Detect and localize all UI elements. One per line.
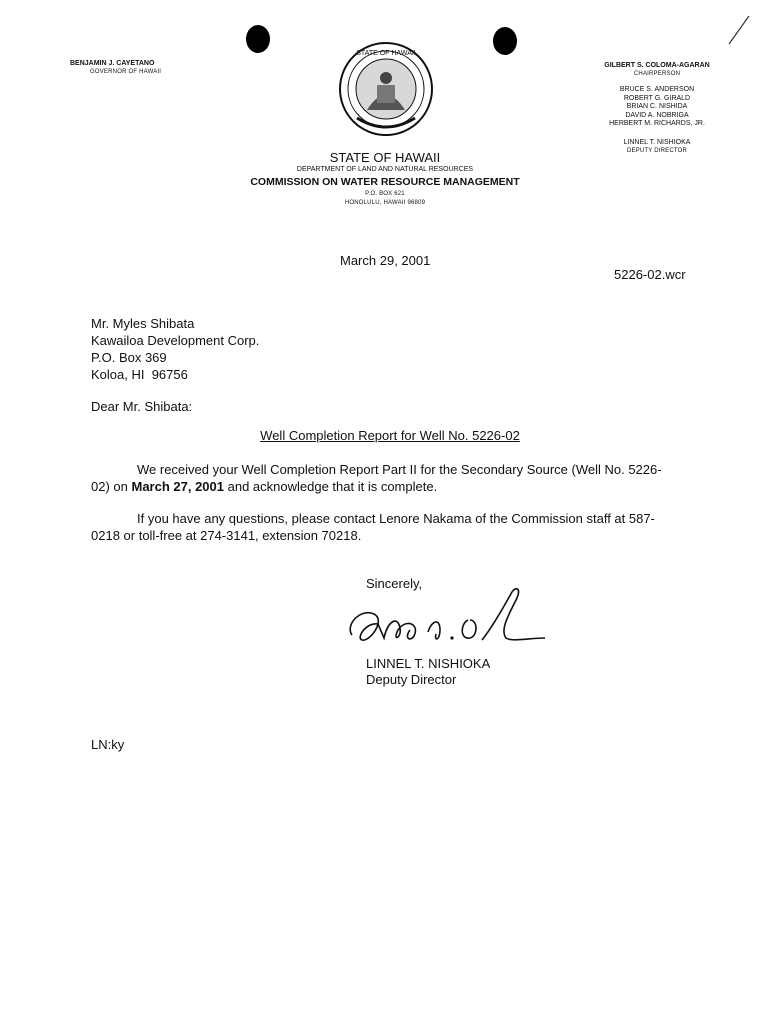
po-box: P.O. BOX 621 (365, 191, 405, 197)
recipient-line: Kawailoa Development Corp. (91, 333, 260, 348)
state-name: STATE OF HAWAII (329, 150, 441, 165)
recipient-line: Koloa, HI 96756 (91, 367, 188, 382)
punch-hole-right (493, 27, 517, 55)
paragraph-2: If you have any questions, please contact Lenore Nakama of the Commission staff at 587-0218 or toll-free at 274-3141, extension 70218. (91, 511, 655, 543)
deputy-title: DEPUTY DIRECTOR (626, 148, 688, 154)
governor-name: BENJAMIN J. CAYETANO (70, 60, 155, 67)
scan-mark (725, 10, 755, 50)
paragraph-1-start: We received your Well Completion Report Part II for the Secondary Source (Well No. 5226-02) on (91, 462, 662, 494)
deputy-name: LINNEL T. NISHIOKA (623, 139, 691, 146)
punch-hole-left (246, 25, 270, 53)
recipient-line: P.O. Box 369 (91, 350, 167, 365)
recipient-line: Mr. Myles Shibata (91, 316, 195, 331)
letter-date: March 29, 2001 (340, 253, 431, 268)
signer-title: Deputy Director (366, 672, 457, 687)
department-name: DEPARTMENT OF LAND AND NATURAL RESOURCES (296, 166, 474, 173)
commissioner-name: HERBERT M. RICHARDS, JR. (609, 120, 705, 128)
chair-name: GILBERT S. COLOMA-AGARAN (604, 62, 710, 69)
signer-name: LINNEL T. NISHIOKA (366, 656, 491, 671)
commissioner-name: BRUCE S. ANDERSON (619, 86, 695, 93)
paragraph-1 (91, 461, 671, 495)
typist-initials: LN:ky (91, 737, 125, 752)
state-seal-icon (337, 40, 435, 138)
received-date: March 27, 2001 (131, 479, 224, 494)
commissioner-name: ROBERT G. GIRALD (623, 94, 691, 102)
closing: Sincerely, (366, 576, 423, 591)
file-reference: 5226-02.wcr (614, 267, 686, 282)
commissioners-list (592, 86, 722, 129)
salutation: Dear Mr. Shibata: (91, 399, 193, 414)
commission-name: COMMISSION ON WATER RESOURCE MANAGEMENT (250, 176, 520, 188)
commissioner-name: BRIAN C. NISHIDA (626, 103, 688, 111)
commissioner-name: DAVID A. NOBRIGA (625, 111, 689, 119)
paragraph-1-end: and acknowledge that it is complete. (224, 479, 438, 494)
subject-line: Well Completion Report for Well No. 5226-02 (260, 428, 520, 443)
seal-text: STATE OF HAWAII (356, 50, 416, 57)
signature-icon (340, 580, 550, 655)
chair-title: CHAIRPERSON (633, 71, 681, 77)
governor-title: GOVERNOR OF HAWAII (90, 69, 162, 75)
recipient-address (91, 315, 259, 383)
city: HONOLULU, HAWAII 96809 (344, 200, 426, 206)
